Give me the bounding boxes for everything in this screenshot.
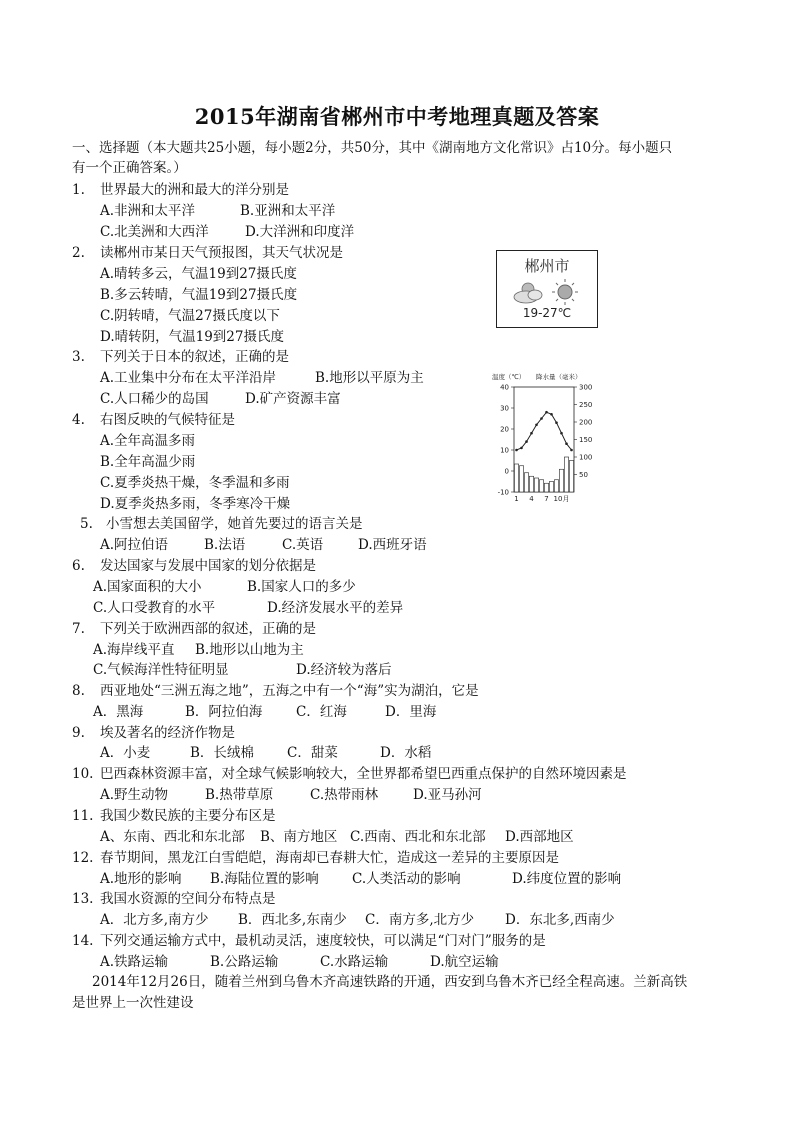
option-b[interactable]: B.多云转晴，气温19到27摄氏度 (100, 287, 298, 303)
option-b[interactable]: B.法语 (204, 537, 246, 553)
option-c[interactable]: C.热带雨林 (310, 787, 379, 803)
temperature-point (555, 421, 558, 424)
option-b[interactable]: B．西北多,东南少 (238, 912, 347, 928)
question-stem: 下列交通运输方式中，最机动灵活，速度较快，可以满足“门对门”服务的是 (100, 933, 546, 949)
weather-temperature: 19-27℃ (522, 306, 572, 320)
option-d[interactable]: D.航空运输 (430, 954, 499, 970)
option-c[interactable]: C.西南、西北和东北部 (350, 829, 486, 845)
question-number: 2. (72, 245, 85, 261)
question-stem: 埃及著名的经济作物是 (100, 725, 235, 741)
question-stem: 发达国家与发展中国家的划分依据是 (100, 558, 316, 574)
option-c[interactable]: C.北美洲和大西洋 (100, 224, 209, 240)
temperature-point (570, 449, 573, 452)
option-c[interactable]: C．红海 (296, 704, 347, 720)
option-a[interactable]: A．北方多,南方少 (100, 912, 209, 928)
question-stem: 世界最大的洲和最大的洋分别是 (100, 182, 289, 198)
right-axis-tick-label: 100 (579, 453, 593, 462)
option-a[interactable]: A．黑海 (93, 704, 144, 720)
question-number: 12. (72, 850, 94, 866)
precipitation-bar (549, 482, 553, 493)
option-b[interactable]: B、南方地区 (260, 829, 338, 845)
option-a[interactable]: A.全年高温多雨 (100, 433, 196, 449)
option-b[interactable]: B．阿拉伯海 (185, 704, 263, 720)
option-d[interactable]: D.大洋洲和印度洋 (245, 224, 355, 240)
x-axis-tick-label: 4 (529, 495, 534, 503)
option-d[interactable]: D.亚马孙河 (413, 787, 482, 803)
right-axis-tick-label: 50 (579, 471, 588, 479)
cloud-sun-icon (514, 283, 542, 303)
climate-chart (488, 370, 613, 505)
option-b[interactable]: B.全年高温少雨 (100, 454, 196, 470)
question-number: 5. (80, 516, 93, 532)
section-instruction-line1: 一、选择题（本大题共25小题，每小题2分，共50分，其中《湖南地方文化常识》占10分。每小题只 (72, 140, 673, 156)
temperature-point (520, 447, 523, 450)
option-a[interactable]: A.晴转多云，气温19到27摄氏度 (100, 266, 297, 282)
option-d[interactable]: D.矿产资源丰富 (245, 391, 341, 407)
precipitation-bar (539, 480, 543, 492)
precipitation-bar (524, 473, 528, 492)
left-axis-tick-label: 10 (500, 446, 509, 455)
section-instruction-line2: 有一个正确答案。） (72, 160, 187, 176)
right-axis-tick-label: 150 (579, 436, 593, 444)
option-a[interactable]: A.野生动物 (100, 787, 169, 803)
option-d[interactable]: D．水稻 (380, 745, 432, 761)
option-d[interactable]: D.纬度位置的影响 (512, 871, 622, 887)
left-axis-tick-label: 30 (500, 404, 509, 413)
question-stem: 小雪想去美国留学，她首先要过的语言关是 (106, 516, 363, 532)
question-number: 10. (72, 766, 94, 782)
option-d[interactable]: D．里海 (385, 704, 437, 720)
option-c[interactable]: C.人口稀少的岛国 (100, 391, 209, 407)
temperature-point (535, 424, 538, 427)
question-number: 9. (72, 725, 85, 741)
precipitation-bar (529, 476, 533, 492)
option-c[interactable]: C.阴转晴，气温27摄氏度以下 (100, 308, 280, 324)
page-title: 2015年湖南省郴州市中考地理真题及答案 (194, 104, 600, 129)
x-axis-tick-label: 7 (544, 495, 549, 503)
temperature-line (517, 412, 572, 450)
option-a[interactable]: A.地形的影响 (100, 871, 182, 887)
question-number: 11. (72, 808, 94, 824)
option-d[interactable]: D．东北多,西南少 (505, 912, 615, 928)
chart-left-axis-label: 温度（℃） (492, 373, 526, 381)
precipitation-bar (534, 478, 538, 492)
temperature-point (525, 440, 528, 443)
question-number: 13. (72, 891, 94, 907)
passage-line2: 是世界上一次性建设 (72, 995, 194, 1011)
option-a[interactable]: A.海岸线平直 (93, 642, 175, 658)
passage-line1: 2014年12月26日，随着兰州到乌鲁木齐高速铁路的开通，西安到乌鲁木齐已经全程高速。兰新高铁 (92, 974, 688, 990)
question-stem: 读郴州市某日天气预报图，其天气状况是 (100, 245, 343, 261)
question-stem: 春节期间，黑龙江白雪皑皑，海南却已春耕大忙，造成这一差异的主要原因是 (100, 850, 559, 866)
temperature-point (530, 432, 533, 435)
option-b[interactable]: B.亚洲和太平洋 (240, 203, 336, 219)
option-a[interactable]: A.非洲和太平洋 (100, 203, 196, 219)
option-b[interactable]: B.热带草原 (205, 787, 274, 803)
question-number: 4. (72, 412, 85, 428)
option-d[interactable]: D.西部地区 (505, 829, 574, 845)
option-c[interactable]: C.英语 (282, 537, 324, 553)
question-number: 1. (72, 182, 85, 198)
question-stem: 右图反映的气候特征是 (100, 412, 235, 428)
question-number: 14. (72, 933, 94, 949)
temperature-point (540, 417, 543, 420)
question-stem: 巴西森林资源丰富，对全球气候影响较大，全世界都希望巴西重点保护的自然环境因素是 (100, 766, 627, 782)
chart-right-axis-label: 降水量（毫米） (536, 373, 582, 381)
option-b[interactable]: B．长绒棉 (190, 745, 254, 761)
precipitation-bar (544, 483, 548, 492)
option-b[interactable]: B.地形以山地为主 (195, 642, 304, 658)
left-axis-tick-label: 0 (504, 467, 509, 476)
precipitation-bar (554, 480, 558, 492)
question-stem: 我国少数民族的主要分布区是 (100, 808, 276, 824)
precipitation-bar (569, 461, 573, 493)
right-axis-tick-label: 300 (579, 383, 593, 392)
option-b[interactable]: B.地形以平原为主 (315, 370, 424, 386)
temperature-point (550, 413, 553, 416)
option-d[interactable]: D.西班牙语 (358, 537, 427, 553)
precipitation-bar (559, 469, 563, 492)
option-c[interactable]: C.夏季炎热干燥，冬季温和多雨 (100, 475, 290, 491)
option-c[interactable]: C.人类活动的影响 (352, 871, 461, 887)
x-axis-tick-label: 1 (514, 495, 519, 503)
option-a[interactable]: A.铁路运输 (100, 954, 169, 970)
option-a[interactable]: A、东南、西北和东北部 (100, 829, 245, 845)
question-stem: 下列关于欧洲西部的叙述，正确的是 (100, 621, 316, 637)
x-axis-tick-label: 10月 (553, 495, 570, 503)
sun-icon (552, 279, 578, 305)
temperature-point (565, 442, 568, 445)
temperature-point (560, 432, 563, 435)
question-stem: 我国水资源的空间分布特点是 (100, 891, 276, 907)
option-a[interactable]: A.工业集中分布在太平洋沿岸 (100, 370, 277, 386)
option-a[interactable]: A.国家面积的大小 (93, 579, 202, 595)
question-stem: 下列关于日本的叙述，正确的是 (100, 349, 289, 365)
question-number: 7. (72, 621, 85, 637)
cloudy-to-sunny-icon (511, 277, 583, 307)
option-b[interactable]: B.公路运输 (210, 954, 279, 970)
option-c[interactable]: C.人口受教育的水平 (93, 600, 216, 616)
option-d[interactable]: D.经济较为落后 (296, 662, 392, 678)
temperature-point (545, 411, 548, 414)
temperature-point (515, 449, 518, 452)
option-c[interactable]: C．南方多,北方少 (365, 912, 475, 928)
question-number: 6. (72, 558, 85, 574)
option-a[interactable]: A．小麦 (100, 745, 151, 761)
weather-city: 郴州市 (524, 257, 570, 275)
question-number: 3. (72, 349, 85, 365)
option-d[interactable]: D.晴转阴，气温19到27摄氏度 (100, 329, 284, 345)
option-a[interactable]: A.阿拉伯语 (100, 537, 169, 553)
option-c[interactable]: C．甜菜 (287, 745, 338, 761)
left-axis-tick-label: 40 (500, 383, 509, 392)
option-b[interactable]: B.海陆位置的影响 (210, 871, 319, 887)
question-number: 8. (72, 683, 85, 699)
precipitation-bar (564, 457, 568, 492)
question-stem: 西亚地处“三洲五海之地”，五海之中有一个“海”实为湖泊，它是 (100, 683, 479, 699)
option-c[interactable]: C.水路运输 (320, 954, 389, 970)
precipitation-bar (519, 466, 523, 492)
left-axis-tick-label: -10 (497, 488, 509, 497)
right-axis-tick-label: 200 (579, 418, 593, 427)
left-axis-tick-label: 20 (500, 425, 509, 434)
option-b[interactable]: B.国家人口的多少 (247, 579, 356, 595)
option-d[interactable]: D.夏季炎热多雨，冬季寒冷干燥 (100, 496, 291, 512)
right-axis-tick-label: 250 (579, 401, 593, 409)
precipitation-bar (514, 464, 518, 492)
option-c[interactable]: C.气候海洋性特征明显 (93, 662, 229, 678)
option-d[interactable]: D.经济发展水平的差异 (267, 600, 404, 616)
weather-forecast-figure (496, 250, 598, 328)
